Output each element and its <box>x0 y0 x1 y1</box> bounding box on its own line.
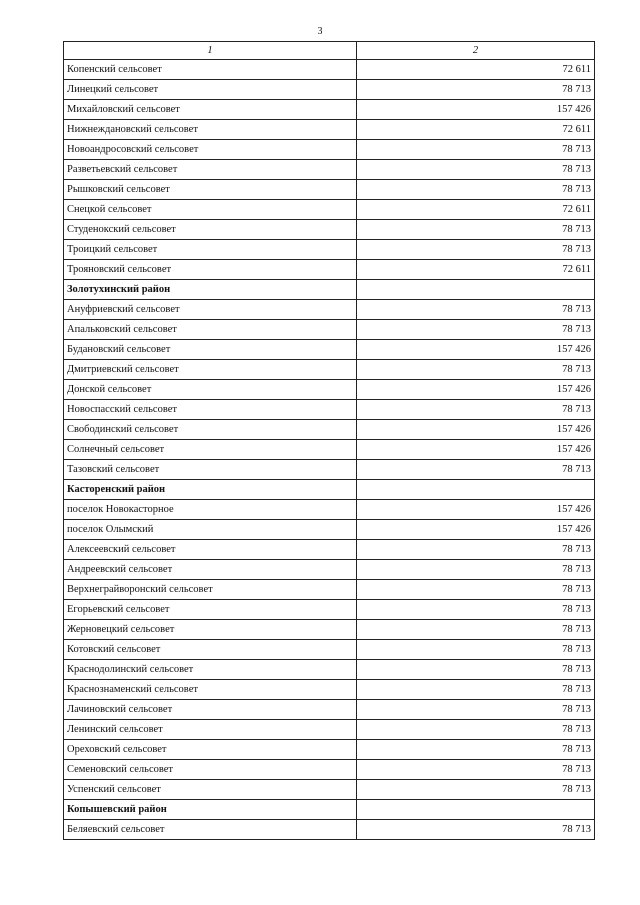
municipality-name: Лачиновский сельсовет <box>64 700 357 720</box>
municipality-name: Троицкий сельсовет <box>64 240 357 260</box>
municipality-name: Рышковский сельсовет <box>64 180 357 200</box>
table-row <box>64 60 595 80</box>
section-header-row <box>64 480 595 500</box>
amount-value: 78 713 <box>357 180 595 200</box>
municipality-name: Новоандросовский сельсовет <box>64 140 357 160</box>
amount-value: 157 426 <box>357 440 595 460</box>
municipality-name: Донской сельсовет <box>64 380 357 400</box>
table-row <box>64 420 595 440</box>
amount-value: 72 611 <box>357 260 595 280</box>
municipality-name: Ленинский сельсовет <box>64 720 357 740</box>
allocation-table <box>63 41 595 840</box>
municipality-name: Нижнеждановский сельсовет <box>64 120 357 140</box>
municipality-name: Жерновецкий сельсовет <box>64 620 357 640</box>
amount-value: 157 426 <box>357 340 595 360</box>
amount-value: 78 713 <box>357 820 595 840</box>
amount-value: 78 713 <box>357 640 595 660</box>
table-row <box>64 80 595 100</box>
amount-value: 78 713 <box>357 760 595 780</box>
amount-value: 78 713 <box>357 600 595 620</box>
amount-value: 157 426 <box>357 500 595 520</box>
municipality-name: Тазовский сельсовет <box>64 460 357 480</box>
table-row <box>64 580 595 600</box>
district-name: Копышевский район <box>64 800 357 820</box>
amount-value: 78 713 <box>357 460 595 480</box>
table-row <box>64 460 595 480</box>
amount-value: 157 426 <box>357 380 595 400</box>
table-header-row <box>64 42 595 60</box>
table-row <box>64 100 595 120</box>
table-row <box>64 120 595 140</box>
amount-value <box>357 800 595 820</box>
amount-value: 78 713 <box>357 580 595 600</box>
municipality-name: поселок Новокасторное <box>64 500 357 520</box>
table-row <box>64 200 595 220</box>
amount-value: 78 713 <box>357 400 595 420</box>
municipality-name: Краснознаменский сельсовет <box>64 680 357 700</box>
table-row <box>64 160 595 180</box>
amount-value: 78 713 <box>357 680 595 700</box>
municipality-name: Семеновский сельсовет <box>64 760 357 780</box>
municipality-name: Апальковский сельсовет <box>64 320 357 340</box>
amount-value: 78 713 <box>357 660 595 680</box>
table-row <box>64 760 595 780</box>
amount-value: 78 713 <box>357 80 595 100</box>
table-row <box>64 380 595 400</box>
municipality-name: Беляевский сельсовет <box>64 820 357 840</box>
municipality-name: Котовский сельсовет <box>64 640 357 660</box>
municipality-name: Ануфриевский сельсовет <box>64 300 357 320</box>
table-row <box>64 360 595 380</box>
table-row <box>64 820 595 840</box>
amount-value: 78 713 <box>357 720 595 740</box>
amount-value: 72 611 <box>357 120 595 140</box>
municipality-name: Солнечный сельсовет <box>64 440 357 460</box>
amount-value: 78 713 <box>357 700 595 720</box>
district-name: Касторенский район <box>64 480 357 500</box>
municipality-name: Снецкой сельсовет <box>64 200 357 220</box>
amount-value: 78 713 <box>357 780 595 800</box>
table-row <box>64 220 595 240</box>
table-row <box>64 320 595 340</box>
municipality-name: Михайловский сельсовет <box>64 100 357 120</box>
table-row <box>64 140 595 160</box>
amount-value <box>357 280 595 300</box>
amount-value: 157 426 <box>357 420 595 440</box>
municipality-name: Разветьевский сельсовет <box>64 160 357 180</box>
municipality-name: Студенокский сельсовет <box>64 220 357 240</box>
municipality-name: Будановский сельсовет <box>64 340 357 360</box>
municipality-name: Успенский сельсовет <box>64 780 357 800</box>
section-header-row <box>64 800 595 820</box>
table-row <box>64 440 595 460</box>
municipality-name: Новоспасский сельсовет <box>64 400 357 420</box>
amount-value: 72 611 <box>357 60 595 80</box>
municipality-name: Краснодолинский сельсовет <box>64 660 357 680</box>
table-row <box>64 620 595 640</box>
table-row <box>64 680 595 700</box>
municipality-name: Трояновский сельсовет <box>64 260 357 280</box>
amount-value <box>357 480 595 500</box>
amount-value: 78 713 <box>357 560 595 580</box>
column-header-1: 1 <box>64 42 357 60</box>
table-row <box>64 180 595 200</box>
amount-value: 78 713 <box>357 620 595 640</box>
table-row <box>64 300 595 320</box>
table-row <box>64 740 595 760</box>
column-header-2: 2 <box>357 42 595 60</box>
table-row <box>64 720 595 740</box>
table-row <box>64 260 595 280</box>
amount-value: 157 426 <box>357 100 595 120</box>
table-row <box>64 240 595 260</box>
table-row <box>64 700 595 720</box>
amount-value: 72 611 <box>357 200 595 220</box>
municipality-name: Егорьевский сельсовет <box>64 600 357 620</box>
municipality-name: Дмитриевский сельсовет <box>64 360 357 380</box>
table-row <box>64 640 595 660</box>
section-header-row <box>64 280 595 300</box>
amount-value: 78 713 <box>357 160 595 180</box>
table-row <box>64 400 595 420</box>
municipality-name: Алексеевский сельсовет <box>64 540 357 560</box>
municipality-name: поселок Олымский <box>64 520 357 540</box>
table-row <box>64 560 595 580</box>
page-number: 3 <box>317 26 323 37</box>
district-name: Золотухинский район <box>64 280 357 300</box>
table-row <box>64 780 595 800</box>
amount-value: 78 713 <box>357 360 595 380</box>
amount-value: 78 713 <box>357 220 595 240</box>
amount-value: 78 713 <box>357 240 595 260</box>
municipality-name: Ореховский сельсовет <box>64 740 357 760</box>
amount-value: 78 713 <box>357 740 595 760</box>
municipality-name: Копенский сельсовет <box>64 60 357 80</box>
amount-value: 78 713 <box>357 300 595 320</box>
municipality-name: Верхнеграйворонский сельсовет <box>64 580 357 600</box>
amount-value: 78 713 <box>357 140 595 160</box>
amount-value: 78 713 <box>357 540 595 560</box>
municipality-name: Свободинский сельсовет <box>64 420 357 440</box>
amount-value: 78 713 <box>357 320 595 340</box>
table-row <box>64 540 595 560</box>
table-row <box>64 520 595 540</box>
amount-value: 157 426 <box>357 520 595 540</box>
municipality-name: Линецкий сельсовет <box>64 80 357 100</box>
table-row <box>64 660 595 680</box>
municipality-name: Андреевский сельсовет <box>64 560 357 580</box>
table-row <box>64 500 595 520</box>
table-row <box>64 340 595 360</box>
table-row <box>64 600 595 620</box>
